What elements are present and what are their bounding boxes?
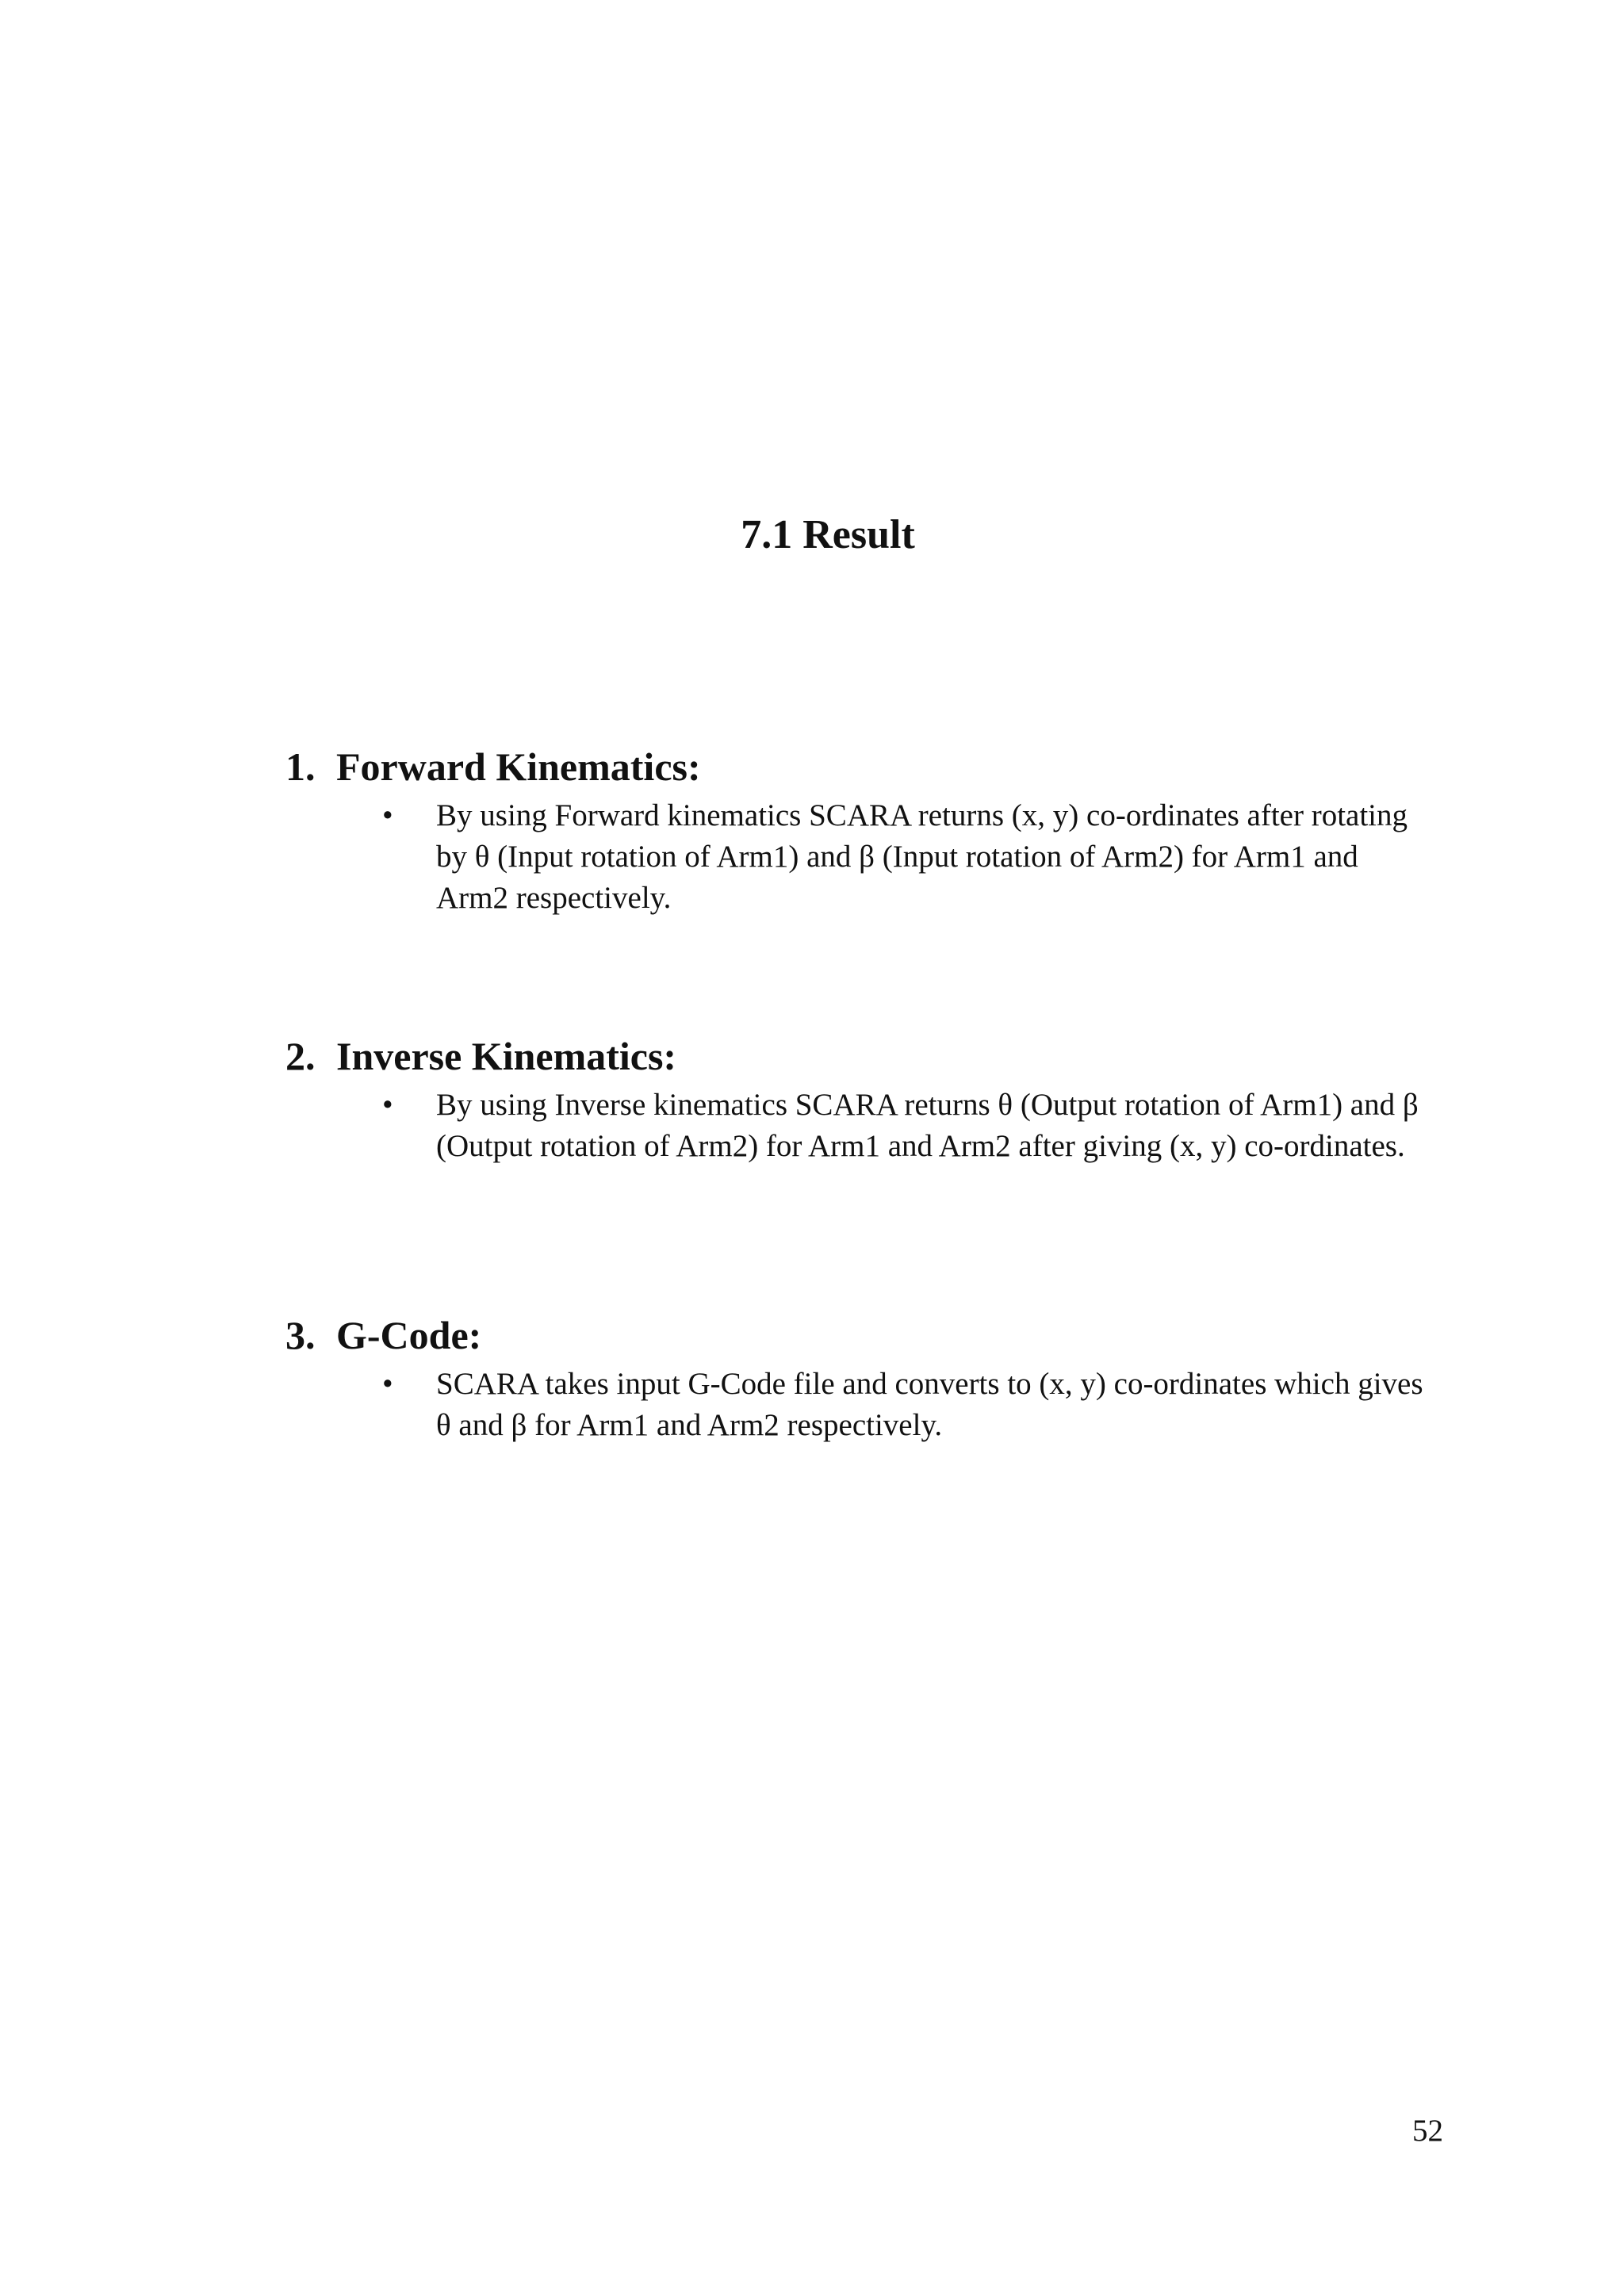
section-inverse-kinematics [285,1031,1443,1167]
page-number: 52 [1412,2114,1443,2148]
bullet-icon: • [382,1088,393,1122]
section-number: 2. [285,1034,316,1078]
bullet-icon: • [382,798,393,832]
section-forward-kinematics [285,741,1443,919]
section-number: 1. [285,744,316,789]
section-g-code [285,1310,1443,1446]
bullet-text: By using Forward kinematics SCARA returns (x, y) co-ordinates after rotating by θ (Input rotation of Arm1) and β (Input rotation of Arm2) for Arm1 and Arm2 respectively. [436,798,1408,915]
page-title: 7.1 Result [741,512,915,557]
section-heading [285,1310,1443,1360]
list-item [285,1085,1435,1167]
bullet-text: By using Inverse kinematics SCARA returns θ (Output rotation of Arm1) and β (Output rotation of Arm2) for Arm1 and Arm2 after giving (x, y) co-ordinates. [436,1088,1419,1163]
bullet-text: SCARA takes input G-Code file and converts to (x, y) co-ordinates which gives θ and β for Arm1 and Arm2 respectively. [436,1367,1423,1442]
bullet-list [285,1364,1443,1446]
bullet-list [285,795,1443,919]
section-heading [285,1031,1443,1081]
section-number: 3. [285,1313,316,1357]
list-item [285,795,1435,919]
section-title: Inverse Kinematics: [336,1034,677,1078]
bullet-icon: • [382,1367,393,1401]
section-heading [285,741,1443,792]
bullet-list [285,1085,1443,1167]
section-title: G-Code: [336,1313,482,1357]
list-item [285,1364,1435,1446]
section-title: Forward Kinematics: [336,744,701,789]
